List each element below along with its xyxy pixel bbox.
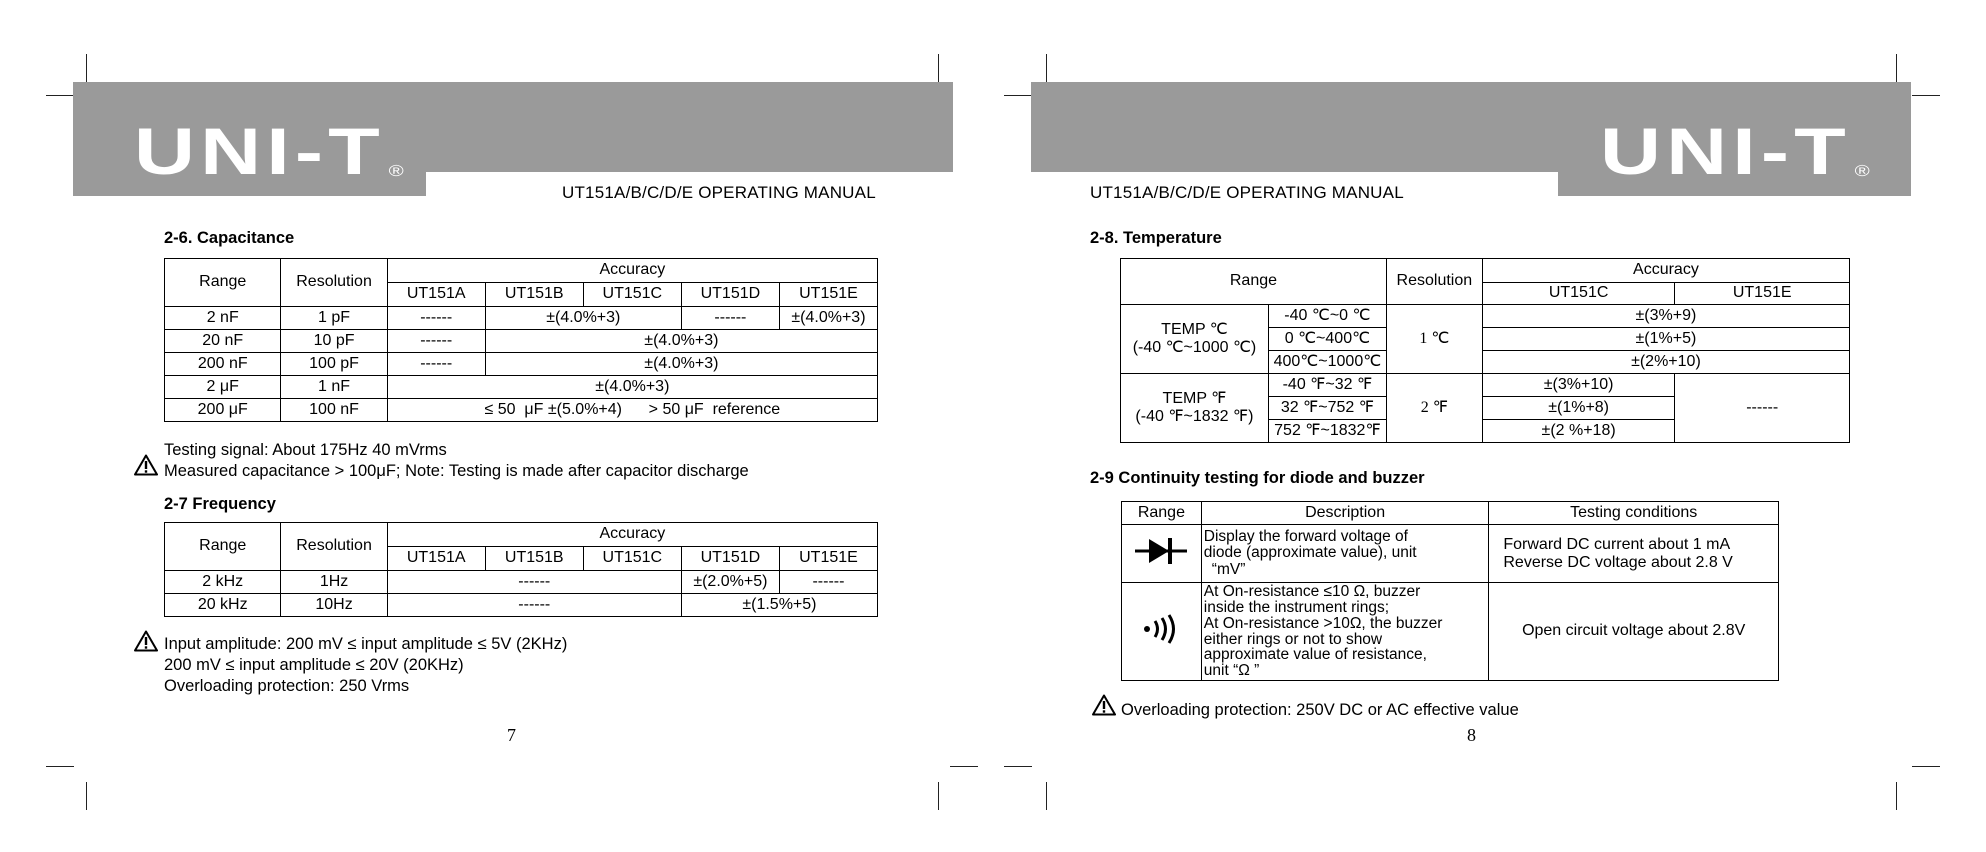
desc-line: diode (approximate value), unit	[1203, 544, 1417, 562]
brand-logo: UNI-T ®	[1600, 114, 1870, 188]
header-resolution: Resolution	[281, 259, 387, 307]
crop-mark	[1912, 95, 1940, 96]
header-resolution: Resolution	[1386, 259, 1482, 305]
header-resolution: Resolution	[281, 523, 387, 571]
cell-accuracy: ±(4.0%+3)	[779, 307, 877, 330]
cell-accuracy: ±(2.0%+5)	[681, 571, 779, 594]
manual-title: UT151A/B/C/D/E OPERATING MANUAL	[1090, 183, 1404, 202]
cell-resolution: 1 ℃	[1386, 305, 1482, 374]
header-range: Range	[165, 259, 281, 307]
cell-range	[1121, 305, 1269, 374]
note-text: 200 mV ≤ input amplitude ≤ 20V (20KHz)	[164, 656, 464, 674]
cell-resolution: 2 ℉	[1386, 374, 1482, 443]
page-number: 8	[1467, 725, 1476, 745]
header-accuracy: Accuracy	[1482, 259, 1849, 283]
crop-mark	[938, 782, 939, 810]
header-accuracy: Accuracy	[387, 259, 877, 283]
cell-resolution: 1 nF	[281, 376, 387, 399]
header-model: UT151C	[583, 283, 681, 307]
crop-mark	[1896, 54, 1897, 82]
header-model: UT151C	[583, 547, 681, 571]
cell-range: 2 nF	[165, 307, 281, 330]
cell-accuracy: ±(4.0%+3)	[485, 353, 877, 376]
header-model: UT151C	[1482, 283, 1675, 305]
cell-subrange: 752 ℉~1832℉	[1268, 420, 1386, 443]
crop-mark	[1046, 54, 1047, 82]
warning-icon	[134, 454, 158, 476]
note-text: Measured capacitance > 100μF; Note: Testing is made after capacitor discharge	[164, 462, 749, 480]
temperature-table	[1120, 258, 1850, 443]
header-conditions: Testing conditions	[1489, 502, 1779, 525]
cell-accuracy: ------	[387, 307, 485, 330]
warning-icon	[1092, 694, 1116, 716]
crop-mark	[46, 95, 74, 96]
capacitance-table	[164, 258, 878, 422]
desc-line: At On-resistance >10Ω, the buzzer	[1203, 614, 1443, 632]
cell-accuracy: ±(1.5%+5)	[681, 594, 877, 617]
table-row	[165, 307, 878, 330]
cell-range: 2 kHz	[165, 571, 281, 594]
section-title-frequency: 2-7 Frequency	[164, 495, 276, 513]
cell-subrange: 0 ℃~400℃	[1268, 328, 1386, 351]
crop-mark	[1004, 95, 1032, 96]
range-label: TEMP ℃	[1161, 320, 1228, 338]
table-row	[165, 376, 878, 399]
crop-mark	[1004, 766, 1032, 767]
warning-icon	[134, 630, 158, 652]
cell-resolution: 1Hz	[281, 571, 387, 594]
table-row	[1121, 374, 1850, 397]
header-model: UT151B	[485, 547, 583, 571]
section-title-continuity: 2-9 Continuity testing for diode and buzzer	[1090, 469, 1425, 487]
cell-resolution: 1 pF	[281, 307, 387, 330]
cell-accuracy: ±(2%+10)	[1482, 351, 1849, 374]
table-row	[1122, 583, 1779, 681]
cell-accuracy: ±(2 %+18)	[1482, 420, 1675, 443]
note-text: Overloading protection: 250V DC or AC effective value	[1121, 701, 1519, 719]
header-model: UT151D	[681, 283, 779, 307]
table-row	[165, 399, 878, 422]
cell-conditions: Open circuit voltage about 2.8V	[1489, 583, 1779, 681]
crop-mark	[1046, 782, 1047, 810]
frequency-table	[164, 522, 878, 617]
cell-subrange: -40 ℉~32 ℉	[1268, 374, 1386, 397]
cond-line: Forward DC current about 1 mA	[1503, 535, 1731, 553]
cell-range: 200 μF	[165, 399, 281, 422]
cell-conditions	[1489, 525, 1779, 583]
note-text: Testing signal: About 175Hz 40 mVrms	[164, 441, 447, 459]
cell-description	[1201, 525, 1489, 583]
header-model: UT151B	[485, 283, 583, 307]
desc-line: either rings or not to show	[1203, 630, 1383, 648]
cell-range	[1122, 583, 1202, 681]
crop-mark	[46, 766, 74, 767]
manual-title: UT151A/B/C/D/E OPERATING MANUAL	[562, 183, 876, 202]
table-row	[1122, 525, 1779, 583]
crop-mark	[86, 782, 87, 810]
cell-accuracy: ±(4.0%+3)	[387, 376, 877, 399]
header-range: Range	[165, 523, 281, 571]
cell-accuracy: ≤ 50 μF ±(5.0%+4) > 50 μF reference	[387, 399, 877, 422]
cell-accuracy: ------	[387, 594, 681, 617]
cell-accuracy: ------	[387, 353, 485, 376]
cell-range: 20 kHz	[165, 594, 281, 617]
cell-range	[1122, 525, 1202, 583]
cell-accuracy: ------	[681, 307, 779, 330]
header-range: Range	[1122, 502, 1202, 525]
cell-accuracy: ±(4.0%+3)	[485, 330, 877, 353]
desc-line: At On-resistance ≤10 Ω, buzzer	[1203, 583, 1421, 601]
cell-resolution: 10 pF	[281, 330, 387, 353]
cell-resolution: 10Hz	[281, 594, 387, 617]
cell-resolution: 100 pF	[281, 353, 387, 376]
cell-subrange: -40 ℃~0 ℃	[1268, 305, 1386, 328]
page-number: 7	[507, 725, 516, 745]
crop-mark	[950, 766, 978, 767]
table-row	[165, 594, 878, 617]
section-title-temperature: 2-8. Temperature	[1090, 229, 1222, 247]
range-label: (-40 ℃~1000 ℃)	[1132, 339, 1257, 356]
table-row	[1121, 305, 1850, 328]
desc-line: inside the instrument rings;	[1203, 598, 1390, 616]
header-model: UT151A	[387, 547, 485, 571]
crop-mark	[1912, 766, 1940, 767]
cell-accuracy: ±(3%+9)	[1482, 305, 1849, 328]
cell-accuracy: ±(3%+10)	[1482, 374, 1675, 397]
crop-mark	[938, 54, 939, 82]
header-model: UT151E	[779, 283, 877, 307]
header-model: UT151E	[779, 547, 877, 571]
cell-subrange: 32 ℉~752 ℉	[1268, 397, 1386, 420]
table-row	[165, 353, 878, 376]
crop-mark	[1896, 782, 1897, 810]
cond-line: Reverse DC voltage about 2.8 V	[1503, 553, 1733, 571]
cell-subrange: 400℃~1000℃	[1268, 351, 1386, 374]
crop-mark	[86, 54, 87, 82]
cell-accuracy: ------	[1675, 374, 1850, 443]
buzzer-icon	[1141, 614, 1181, 644]
cell-range: 20 nF	[165, 330, 281, 353]
cell-accuracy: ±(1%+8)	[1482, 397, 1675, 420]
note-text: Input amplitude: 200 mV ≤ input amplitude ≤ 5V (2KHz)	[164, 635, 568, 653]
table-row	[165, 571, 878, 594]
desc-line: approximate value of resistance,	[1203, 646, 1427, 664]
cell-range	[1121, 374, 1269, 443]
diode-icon	[1135, 536, 1187, 566]
header-model: UT151A	[387, 283, 485, 307]
header-model: UT151E	[1675, 283, 1850, 305]
desc-line: unit “Ω ”	[1203, 662, 1260, 680]
header-accuracy: Accuracy	[387, 523, 877, 547]
range-label: (-40 ℉~1832 ℉)	[1135, 408, 1254, 425]
range-label: TEMP ℉	[1162, 389, 1227, 407]
desc-line: Display the forward voltage of	[1203, 528, 1408, 546]
header-model: UT151D	[681, 547, 779, 571]
desc-line: “mV”	[1211, 560, 1246, 578]
header-description: Description	[1201, 502, 1489, 525]
cell-accuracy: ------	[387, 571, 681, 594]
cell-accuracy: ±(4.0%+3)	[485, 307, 681, 330]
cell-accuracy: ±(1%+5)	[1482, 328, 1849, 351]
header-range: Range	[1121, 259, 1387, 305]
brand-logo: UNI-T ®	[134, 114, 404, 188]
cell-accuracy: ------	[387, 330, 485, 353]
table-row	[165, 330, 878, 353]
cell-range: 2 μF	[165, 376, 281, 399]
cell-resolution: 100 nF	[281, 399, 387, 422]
section-title-capacitance: 2-6. Capacitance	[164, 229, 295, 247]
cell-range: 200 nF	[165, 353, 281, 376]
cell-description	[1201, 583, 1489, 681]
cell-accuracy: ------	[779, 571, 877, 594]
continuity-table	[1121, 501, 1779, 681]
note-text: Overloading protection: 250 Vrms	[164, 677, 410, 695]
